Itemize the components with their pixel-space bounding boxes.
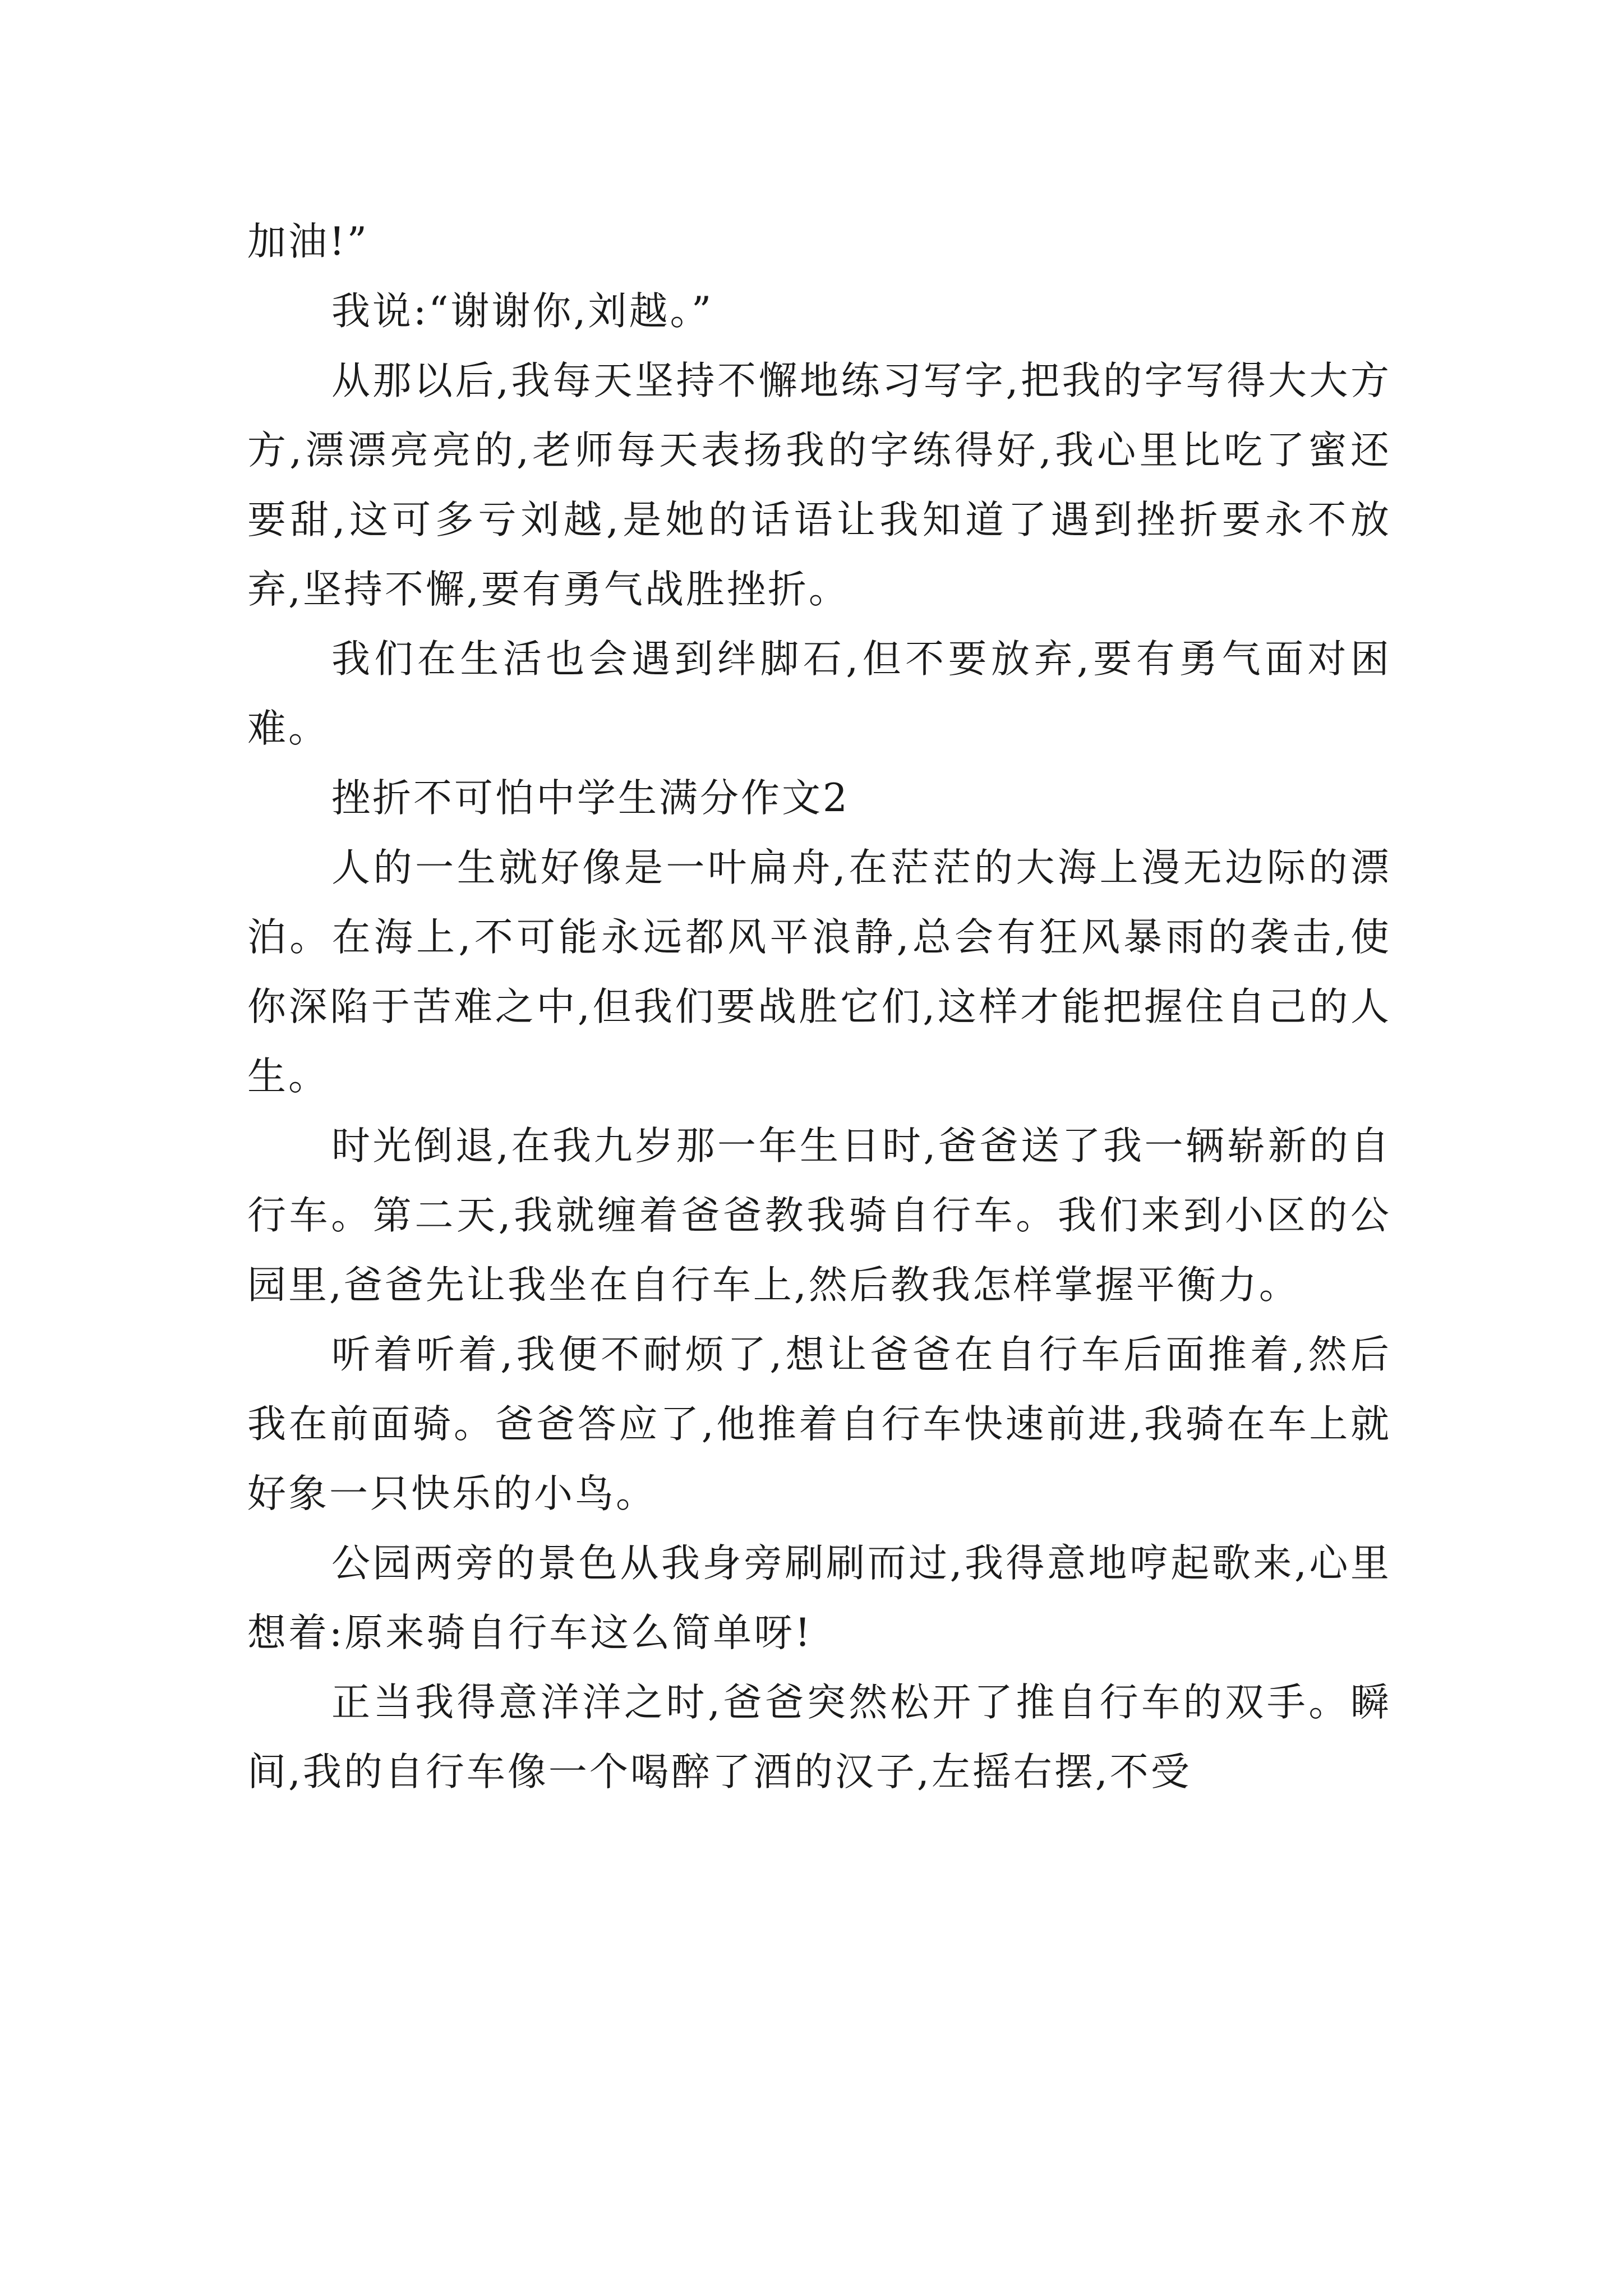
paragraph-continuation: 加油!” xyxy=(247,219,370,264)
paragraph: 正当我得意洋洋之时,爸爸突然松开了推自行车的双手。瞬间,我的自行车像一个喝醉了酒的汉子,左摇右摆,不受 xyxy=(247,1680,1391,1795)
paragraph: 时光倒退,在我九岁那一年生日时,爸爸送了我一辆崭新的自行车。第二天,我就缠着爸爸教我骑自行车。我们来到小区的公园里,爸爸先让我坐在自行车上,然后教我怎样掌握平衡力。 xyxy=(247,1124,1391,1308)
paragraph: 人的一生就好像是一叶扁舟,在茫茫的大海上漫无边际的漂泊。在海上,不可能永远都风平浪静,总会有狂风暴雨的袭击,使你深陷于苦难之中,但我们要战胜它们,这样才能把握住自己的人生。 xyxy=(247,845,1391,1099)
essay-title: 挫折不可怕中学生满分作文2 xyxy=(331,776,850,821)
paragraph: 从那以后,我每天坚持不懈地练习写字,把我的字写得大大方方,漂漂亮亮的,老师每天表扬我的字练得好,我心里比吃了蜜还要甜,这可多亏刘越,是她的话语让我知道了遇到挫折要永不放弃,坚持不懈,要有勇气战胜挫折。 xyxy=(247,358,1391,612)
paragraph: 公园两旁的景色从我身旁刷刷而过,我得意地哼起歌来,心里想着:原来骑自行车这么简单呀! xyxy=(247,1541,1391,1655)
essay-body xyxy=(247,207,1391,1807)
paragraph: 听着听着,我便不耐烦了,想让爸爸在自行车后面推着,然后我在前面骑。爸爸答应了,他推着自行车快速前进,我骑在车上就好象一只快乐的小鸟。 xyxy=(247,1332,1391,1516)
paragraph-dialogue: 我说:“谢谢你,刘越。” xyxy=(331,289,714,334)
paragraph: 我们在生活也会遇到绊脚石,但不要放弃,要有勇气面对困难。 xyxy=(247,637,1391,751)
